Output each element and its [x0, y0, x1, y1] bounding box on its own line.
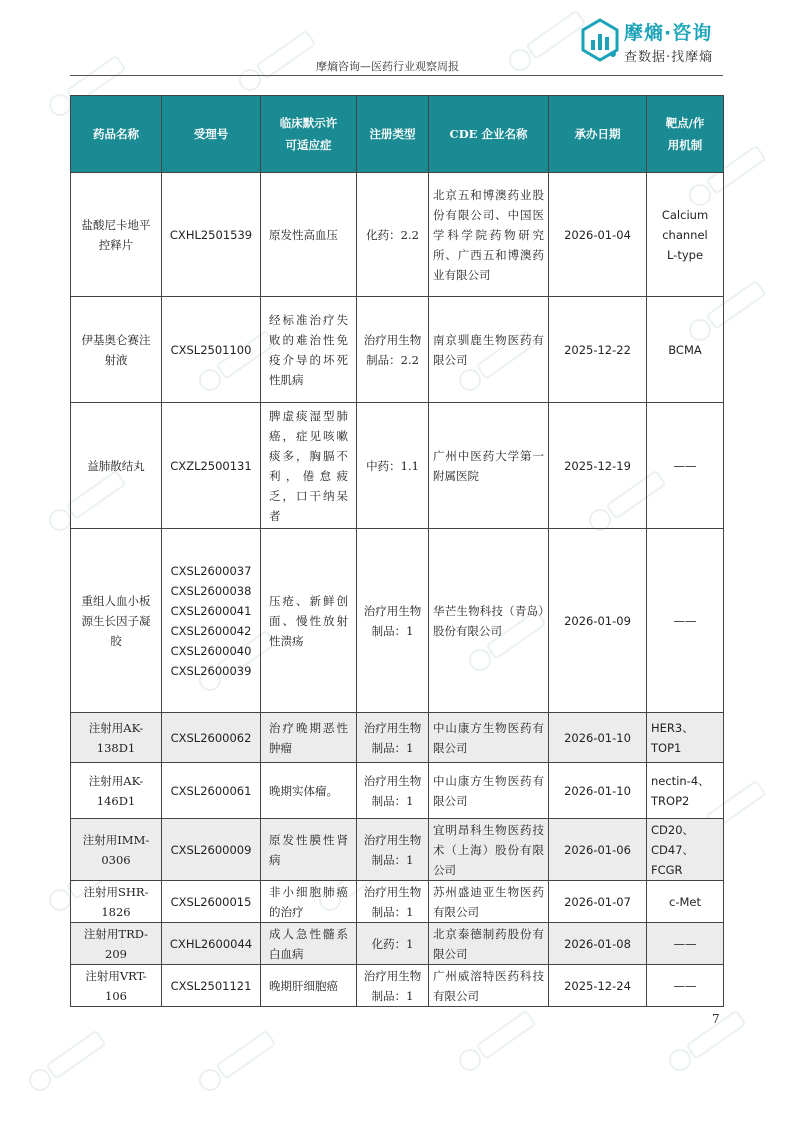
- brand-logo: [580, 14, 730, 74]
- date-cell: 2026-01-09: [549, 529, 647, 713]
- company-cell: 宜明昂科生物医药技术（上海）股份有限公司: [429, 819, 549, 881]
- indication-cell: 原发性膜性肾病: [261, 819, 357, 881]
- acceptance-no: CXSL2600040: [170, 643, 252, 658]
- drug-name-cell: 注射用SHR-1826: [71, 881, 162, 923]
- company-cell: 南京驯鹿生物医药有限公司: [429, 297, 549, 403]
- drug-name-cell: 注射用AK-146D1: [71, 763, 162, 819]
- logo-hexagon-icon: [580, 18, 620, 62]
- company-cell: 广州中医药大学第一附属医院: [429, 403, 549, 529]
- date-cell: 2026-01-07: [549, 881, 647, 923]
- logo-sub-text: 查数据·找摩熵: [624, 50, 714, 65]
- registration-type-cell: 化药：2.2: [357, 173, 429, 297]
- registration-type-cell: 治疗用生物制品：1: [357, 819, 429, 881]
- header-divider: [70, 75, 723, 76]
- target-cell: ——: [647, 529, 724, 713]
- indication-cell: 晚期肝细胞癌: [261, 965, 357, 1007]
- registration-type-cell: 中药：1.1: [357, 403, 429, 529]
- acceptance-no: CXSL2600039: [170, 663, 252, 678]
- registration-type-cell: 化药：1: [357, 923, 429, 965]
- acceptance-no: CXSL2600037: [170, 563, 252, 578]
- registration-type-cell: 治疗用生物制品：1: [357, 713, 429, 763]
- acceptance-no-cell: CXSL2600015: [162, 881, 261, 923]
- acceptance-no-cell: CXHL2501539: [162, 173, 261, 297]
- target-cell: ——: [647, 403, 724, 529]
- acceptance-no-cell: CXSL2600061: [162, 763, 261, 819]
- drug-name-cell: 注射用TRD-209: [71, 923, 162, 965]
- registration-type-cell: 治疗用生物制品：2.2: [357, 297, 429, 403]
- drug-name-cell: 重组人血小板源生长因子凝胶: [71, 529, 162, 713]
- target-cell: BCMA: [647, 297, 724, 403]
- table-row: [71, 297, 724, 403]
- acceptance-no-cell: CXSL2501121: [162, 965, 261, 1007]
- acceptance-no-cell: [162, 529, 261, 713]
- date-cell: 2026-01-08: [549, 923, 647, 965]
- registration-type-cell: 治疗用生物制品：1: [357, 529, 429, 713]
- drug-approval-table: [70, 95, 724, 1007]
- acceptance-no-cell: CXSL2600062: [162, 713, 261, 763]
- company-cell: 苏州盛迪亚生物医药有限公司: [429, 881, 549, 923]
- indication-cell: 脾虚痰湿型肺癌，症见咳嗽痰多，胸膈不利，倦怠疲乏，口干纳呆者: [261, 403, 357, 529]
- company-cell: 华芒生物科技（青岛）股份有限公司: [429, 529, 549, 713]
- acceptance-no-cell: CXHL2600044: [162, 923, 261, 965]
- registration-type-cell: 治疗用生物制品：1: [357, 881, 429, 923]
- date-cell: 2025-12-19: [549, 403, 647, 529]
- date-cell: 2025-12-22: [549, 297, 647, 403]
- company-cell: 北京五和博澳药业股份有限公司、中国医学科学院药物研究所、广西五和博澳药业有限公司: [429, 173, 549, 297]
- date-cell: 2026-01-10: [549, 713, 647, 763]
- drug-name-cell: 益肺散结丸: [71, 403, 162, 529]
- indication-cell: 晚期实体瘤。: [261, 763, 357, 819]
- column-header: 临床默示许可适应症: [261, 96, 357, 173]
- indication-cell: 原发性高血压: [261, 173, 357, 297]
- target-cell: ——: [647, 923, 724, 965]
- registration-type-cell: 治疗用生物制品：1: [357, 763, 429, 819]
- table-row: [71, 173, 724, 297]
- indication-cell: 压疮、新鲜创面、慢性放射性溃疡: [261, 529, 357, 713]
- acceptance-no: CXSL2600042: [170, 623, 252, 638]
- drug-name-cell: 注射用VRT-106: [71, 965, 162, 1007]
- table-row: [71, 763, 724, 819]
- company-cell: 中山康方生物医药有限公司: [429, 763, 549, 819]
- column-header: 药品名称: [71, 96, 162, 173]
- acceptance-no: CXSL2600041: [170, 603, 252, 618]
- acceptance-no-cell: CXSL2600009: [162, 819, 261, 881]
- page-header: [0, 0, 793, 80]
- drug-name-cell: 伊基奥仑赛注射液: [71, 297, 162, 403]
- indication-cell: 治疗晚期恶性肿瘤: [261, 713, 357, 763]
- date-cell: 2026-01-06: [549, 819, 647, 881]
- table-header-row: [71, 96, 724, 173]
- target-cell: CD20、CD47、FCGR: [647, 819, 724, 881]
- column-header: 靶点/作用机制: [647, 96, 724, 173]
- table-row: [71, 529, 724, 713]
- indication-cell: 非小细胞肺癌的治疗: [261, 881, 357, 923]
- table-row: [71, 819, 724, 881]
- acceptance-no-cell: CXSL2501100: [162, 297, 261, 403]
- target-cell: nectin-4、TROP2: [647, 763, 724, 819]
- drug-name-cell: 注射用IMM-0306: [71, 819, 162, 881]
- target-cell: c-Met: [647, 881, 724, 923]
- report-title: 摩熵咨询—医药行业观察周报: [316, 60, 459, 73]
- target-cell: ——: [647, 965, 724, 1007]
- table-row: [71, 403, 724, 529]
- company-cell: 广州威溶特医药科技有限公司: [429, 965, 549, 1007]
- column-header: 承办日期: [549, 96, 647, 173]
- page-number: 7: [712, 1012, 720, 1026]
- target-cell: HER3、TOP1: [647, 713, 724, 763]
- indication-cell: 经标准治疗失败的难治性免疫介导的坏死性肌病: [261, 297, 357, 403]
- column-header: CDE 企业名称: [429, 96, 549, 173]
- column-header: 受理号: [162, 96, 261, 173]
- registration-type-cell: 治疗用生物制品：1: [357, 965, 429, 1007]
- acceptance-no: CXSL2600038: [170, 583, 252, 598]
- date-cell: 2026-01-04: [549, 173, 647, 297]
- logo-main-text: 摩熵·咨询: [624, 22, 713, 44]
- drug-name-cell: 注射用AK-138D1: [71, 713, 162, 763]
- column-header: 注册类型: [357, 96, 429, 173]
- table-row: [71, 923, 724, 965]
- company-cell: 北京泰德制药股份有限公司: [429, 923, 549, 965]
- company-cell: 中山康方生物医药有限公司: [429, 713, 549, 763]
- table-row: [71, 713, 724, 763]
- table-row: [71, 965, 724, 1007]
- date-cell: 2026-01-10: [549, 763, 647, 819]
- table-row: [71, 881, 724, 923]
- drug-name-cell: 盐酸尼卡地平控释片: [71, 173, 162, 297]
- indication-cell: 成人急性髓系白血病: [261, 923, 357, 965]
- date-cell: 2025-12-24: [549, 965, 647, 1007]
- acceptance-no-cell: CXZL2500131: [162, 403, 261, 529]
- target-cell: Calcium channel L-type: [647, 173, 724, 297]
